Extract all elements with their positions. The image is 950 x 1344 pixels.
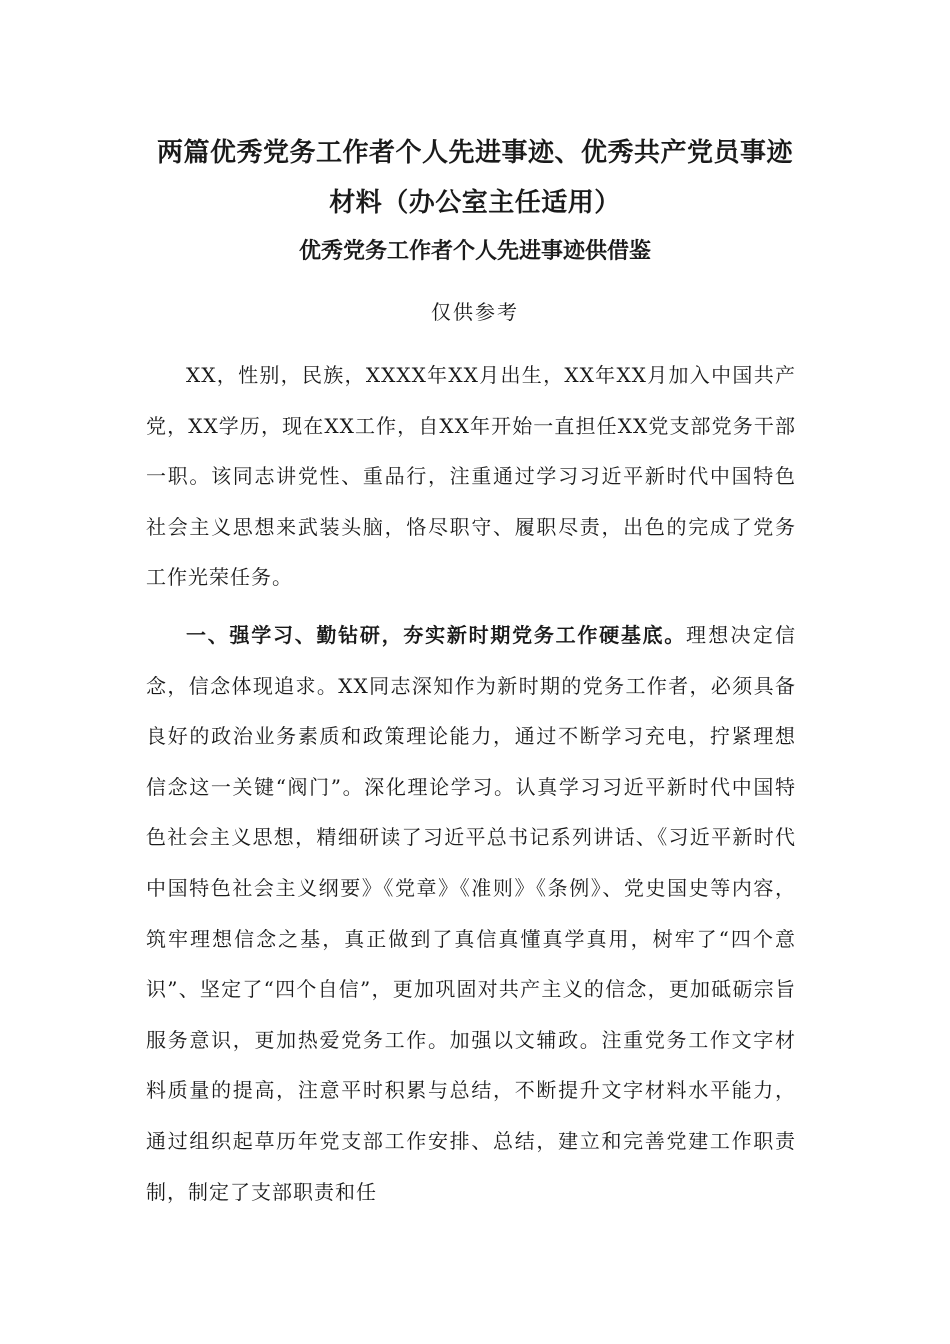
- paragraph-intro: [146, 350, 796, 603]
- reference-note: 仅供参考: [431, 300, 519, 324]
- paragraph-section-one: [146, 610, 796, 1217]
- paragraph-intro-text: XX，性别，民族，XXXX年XX月出生，XX年XX月加入中国共产党，XX学历，现在XX工作，自XX年开始一直担任XX党支部党务干部一职。该同志讲党性、重品行，注重通过学习习近平新时代中国特色社会主义思想来武装头脑，恪尽职守、履职尽责，出色的完成了党务工作光荣任务。: [146, 363, 796, 590]
- section-one-heading: 一、强学习、勤钻研，夯实新时期党务工作硬基底。: [186, 623, 687, 647]
- document-title: 两篇优秀党务工作者个人先进事迹、优秀共产党员事迹材料（办公室主任适用）: [156, 138, 793, 218]
- section-one-text: 理想决定信念，信念体现追求。XX同志深知作为新时期的党务工作者，必须具备良好的政治业务素质和政策理论能力，通过不断学习充电，拧紧理想信念这一关键“阀门”。深化理论学习。认真学习习近平新时代中国特色社会主义思想，精细研读了习近平总书记系列讲话、《习近平新时代中国特色社会主义纲要》《党章》《准则》《条例》、党史国史等内容，筑牢理想信念之基，真正做到了真信真懂真学真用，树牢了“四个意识”、坚定了“四个自信”，更加巩固对共产主义的信念，更加砥砺宗旨服务意识，更加热爱党务工作。加强以文辅政。注重党务工作文字材料质量的提高，注意平时积累与总结，不断提升文字材料水平能力，通过组织起草历年党支部工作安排、总结，建立和完善党建工作职责制，制定了支部职责和任: [146, 623, 797, 1204]
- document-subtitle: 优秀党务工作者个人先进事迹供借鉴: [298, 239, 651, 264]
